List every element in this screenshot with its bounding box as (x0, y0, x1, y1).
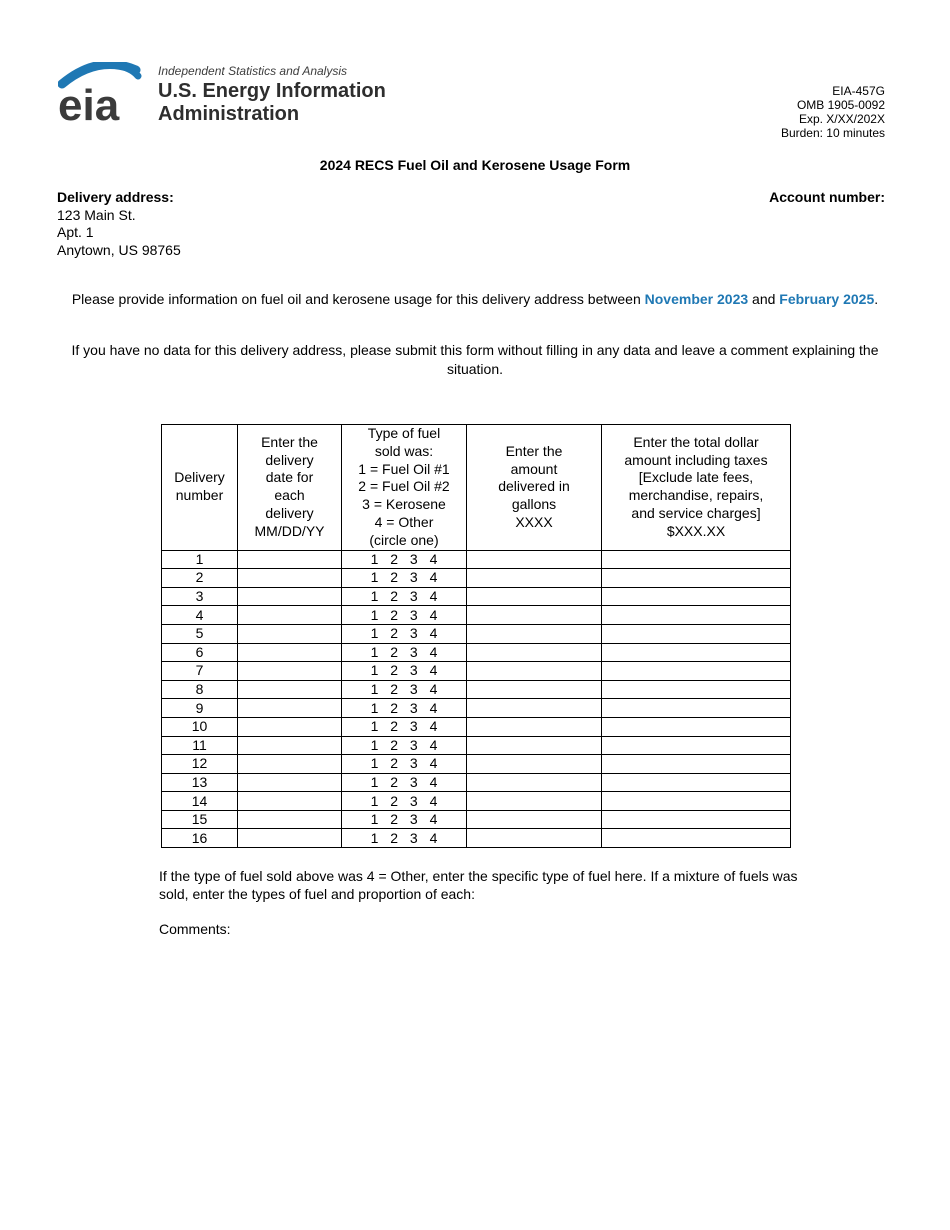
gallons-cell[interactable] (467, 736, 602, 755)
form-title: 2024 RECS Fuel Oil and Kerosene Usage Form (319, 157, 631, 173)
fuel-type-options[interactable]: 1 2 3 4 (342, 755, 467, 774)
fuel-type-options[interactable]: 1 2 3 4 (342, 643, 467, 662)
eia-logo-icon (58, 62, 158, 128)
table-row (162, 680, 791, 699)
table-row (162, 717, 791, 736)
gallons-cell[interactable] (467, 792, 602, 811)
header-line: and service charges] (631, 505, 761, 522)
table-row (162, 624, 791, 643)
delivery-date-cell[interactable] (238, 680, 342, 699)
table-row (162, 662, 791, 681)
instruction-and: and (748, 291, 780, 307)
gallons-cell[interactable] (467, 717, 602, 736)
header-line: 3 = Kerosene (362, 496, 446, 513)
org-name-line2: Administration (158, 103, 300, 125)
delivery-number-cell: 14 (162, 792, 238, 811)
header-line: Enter the (261, 433, 318, 450)
delivery-date-cell[interactable] (238, 792, 342, 811)
delivery-number-cell: 5 (162, 624, 238, 643)
dollar-amount-cell[interactable] (602, 699, 791, 718)
delivery-date-cell[interactable] (238, 662, 342, 681)
eia-logo (58, 62, 403, 128)
fuel-type-options[interactable]: 1 2 3 4 (342, 773, 467, 792)
header-line: each (274, 487, 305, 504)
fuel-type-options[interactable]: 1 2 3 4 (342, 550, 467, 569)
header-delivery-date (238, 425, 342, 551)
table-row (162, 606, 791, 625)
comments-label: Comments: (159, 921, 231, 937)
dollar-amount-cell[interactable] (602, 680, 791, 699)
table-row (162, 755, 791, 774)
instruction-no-data: If you have no data for this delivery address, please submit this form without filling in any data and leave a comment explaining the situation. (71, 342, 879, 377)
dollar-amount-cell[interactable] (602, 829, 791, 848)
table-row (162, 699, 791, 718)
fuel-type-options[interactable]: 1 2 3 4 (342, 606, 467, 625)
dollar-amount-cell[interactable] (602, 736, 791, 755)
header-line: amount (510, 460, 558, 477)
omb-number: OMB 1905-0092 (796, 98, 885, 112)
header-line: merchandise, repairs, (628, 487, 764, 504)
header-line: 4 = Other (374, 513, 434, 530)
expiration: Exp. X/XX/202X (798, 112, 885, 126)
address-line2: Apt. 1 (57, 224, 94, 240)
instruction-period: . (874, 291, 879, 307)
delivery-number-cell: 3 (162, 587, 238, 606)
header-line: amount including taxes (624, 451, 768, 468)
header-dollar-amount (602, 425, 791, 551)
delivery-date-cell[interactable] (238, 755, 342, 774)
delivery-date-cell[interactable] (238, 773, 342, 792)
header-line: 1 = Fuel Oil #1 (358, 460, 450, 477)
start-date: November 2023 (644, 291, 749, 307)
delivery-date-cell[interactable] (238, 550, 342, 569)
header-delivery-number (162, 425, 238, 551)
header-line: date for (265, 469, 314, 486)
delivery-date-cell[interactable] (238, 736, 342, 755)
gallons-cell[interactable] (467, 680, 602, 699)
dollar-amount-cell[interactable] (602, 792, 791, 811)
other-fuel-note: If the type of fuel sold above was 4 = Other, enter the specific type of fuel here. If a mixture of fuels was sold, enter the types of fuel and proportion of each: (159, 868, 798, 902)
delivery-number-cell: 12 (162, 755, 238, 774)
table-row (162, 829, 791, 848)
header-line: delivered in (498, 478, 570, 495)
table-row (162, 736, 791, 755)
table-row (162, 643, 791, 662)
dollar-amount-cell[interactable] (602, 550, 791, 569)
gallons-cell[interactable] (467, 624, 602, 643)
table-row (162, 569, 791, 588)
account-number-label: Account number: (769, 189, 885, 205)
header-line: Delivery (174, 469, 225, 486)
table-header-row (162, 425, 791, 551)
dollar-amount-cell[interactable] (602, 624, 791, 643)
delivery-date-cell[interactable] (238, 569, 342, 588)
delivery-number-cell: 15 (162, 810, 238, 829)
delivery-date-cell[interactable] (238, 810, 342, 829)
fuel-type-options[interactable]: 1 2 3 4 (342, 699, 467, 718)
delivery-date-cell[interactable] (238, 643, 342, 662)
header-line: 2 = Fuel Oil #2 (358, 478, 450, 495)
fuel-type-options[interactable]: 1 2 3 4 (342, 829, 467, 848)
header-line: Enter the total dollar (633, 433, 759, 450)
fuel-type-options[interactable]: 1 2 3 4 (342, 569, 467, 588)
form-id: EIA-457G (832, 84, 885, 98)
address-line1: 123 Main St. (57, 206, 136, 223)
gallons-cell[interactable] (467, 829, 602, 848)
dollar-amount-cell[interactable] (602, 587, 791, 606)
delivery-number-cell: 10 (162, 717, 238, 736)
fuel-type-options[interactable]: 1 2 3 4 (342, 587, 467, 606)
header-line: sold was: (374, 442, 434, 459)
header-line: Enter the (505, 442, 563, 459)
fuel-type-options[interactable]: 1 2 3 4 (342, 736, 467, 755)
fuel-type-options[interactable]: 1 2 3 4 (342, 792, 467, 811)
header-line: number (175, 487, 224, 504)
gallons-cell[interactable] (467, 773, 602, 792)
delivery-date-cell[interactable] (238, 717, 342, 736)
fuel-type-options[interactable]: 1 2 3 4 (342, 624, 467, 643)
dollar-amount-cell[interactable] (602, 755, 791, 774)
form-meta (781, 84, 885, 140)
delivery-number-cell: 1 (162, 550, 238, 569)
dollar-amount-cell[interactable] (602, 569, 791, 588)
delivery-number-cell: 4 (162, 606, 238, 625)
gallons-cell[interactable] (467, 569, 602, 588)
delivery-address-label: Delivery address: (57, 189, 174, 205)
header-line: [Exclude late fees, (638, 469, 754, 486)
delivery-table (161, 424, 791, 848)
delivery-date-cell[interactable] (238, 624, 342, 643)
fuel-type-options[interactable]: 1 2 3 4 (342, 717, 467, 736)
header-gallons (467, 425, 602, 551)
table-row (162, 773, 791, 792)
gallons-cell[interactable] (467, 643, 602, 662)
gallons-cell[interactable] (467, 810, 602, 829)
org-name-line1: U.S. Energy Information (158, 80, 386, 102)
tagline: Independent Statistics and Analysis (158, 64, 348, 78)
instruction-date-range (60, 290, 890, 309)
fuel-type-options[interactable]: 1 2 3 4 (342, 662, 467, 681)
table-row (162, 587, 791, 606)
gallons-cell[interactable] (467, 699, 602, 718)
table-row (162, 550, 791, 569)
delivery-number-cell: 11 (162, 736, 238, 755)
dollar-amount-cell[interactable] (602, 810, 791, 829)
header-line: delivery (265, 451, 314, 468)
dollar-amount-cell[interactable] (602, 643, 791, 662)
gallons-cell[interactable] (467, 550, 602, 569)
dollar-amount-cell[interactable] (602, 717, 791, 736)
delivery-number-cell: 6 (162, 643, 238, 662)
header-line: Type of fuel (367, 425, 441, 441)
header-line: $XXX.XX (666, 522, 726, 539)
gallons-cell[interactable] (467, 606, 602, 625)
delivery-address (57, 189, 181, 259)
end-date: February 2025 (779, 291, 875, 307)
burden: Burden: 10 minutes (780, 126, 885, 140)
header-line: XXXX (515, 513, 553, 530)
delivery-number-cell: 2 (162, 569, 238, 588)
instruction-text: Please provide information on fuel oil and kerosene usage for this delivery address between (71, 291, 645, 307)
table-row (162, 810, 791, 829)
delivery-date-cell[interactable] (238, 606, 342, 625)
dollar-amount-cell[interactable] (602, 662, 791, 681)
table-body (162, 550, 791, 848)
address-line3: Anytown, US 98765 (57, 241, 181, 258)
dollar-amount-cell[interactable] (602, 773, 791, 792)
delivery-date-cell[interactable] (238, 699, 342, 718)
header-line: delivery (265, 505, 314, 522)
eia-logo-wordmark: eia (58, 81, 120, 128)
gallons-cell[interactable] (467, 755, 602, 774)
gallons-cell[interactable] (467, 662, 602, 681)
delivery-date-cell[interactable] (238, 829, 342, 848)
table-row (162, 792, 791, 811)
delivery-number-cell: 7 (162, 662, 238, 681)
delivery-number-cell: 16 (162, 829, 238, 848)
fuel-type-options[interactable]: 1 2 3 4 (342, 680, 467, 699)
dollar-amount-cell[interactable] (602, 606, 791, 625)
delivery-number-cell: 9 (162, 699, 238, 718)
header-line: MM/DD/YY (254, 522, 325, 539)
delivery-number-cell: 13 (162, 773, 238, 792)
delivery-date-cell[interactable] (238, 587, 342, 606)
fuel-type-options[interactable]: 1 2 3 4 (342, 810, 467, 829)
header-line: gallons (511, 496, 557, 513)
header-fuel-type (342, 425, 467, 551)
gallons-cell[interactable] (467, 587, 602, 606)
delivery-number-cell: 8 (162, 680, 238, 699)
header-line: (circle one) (369, 531, 439, 548)
